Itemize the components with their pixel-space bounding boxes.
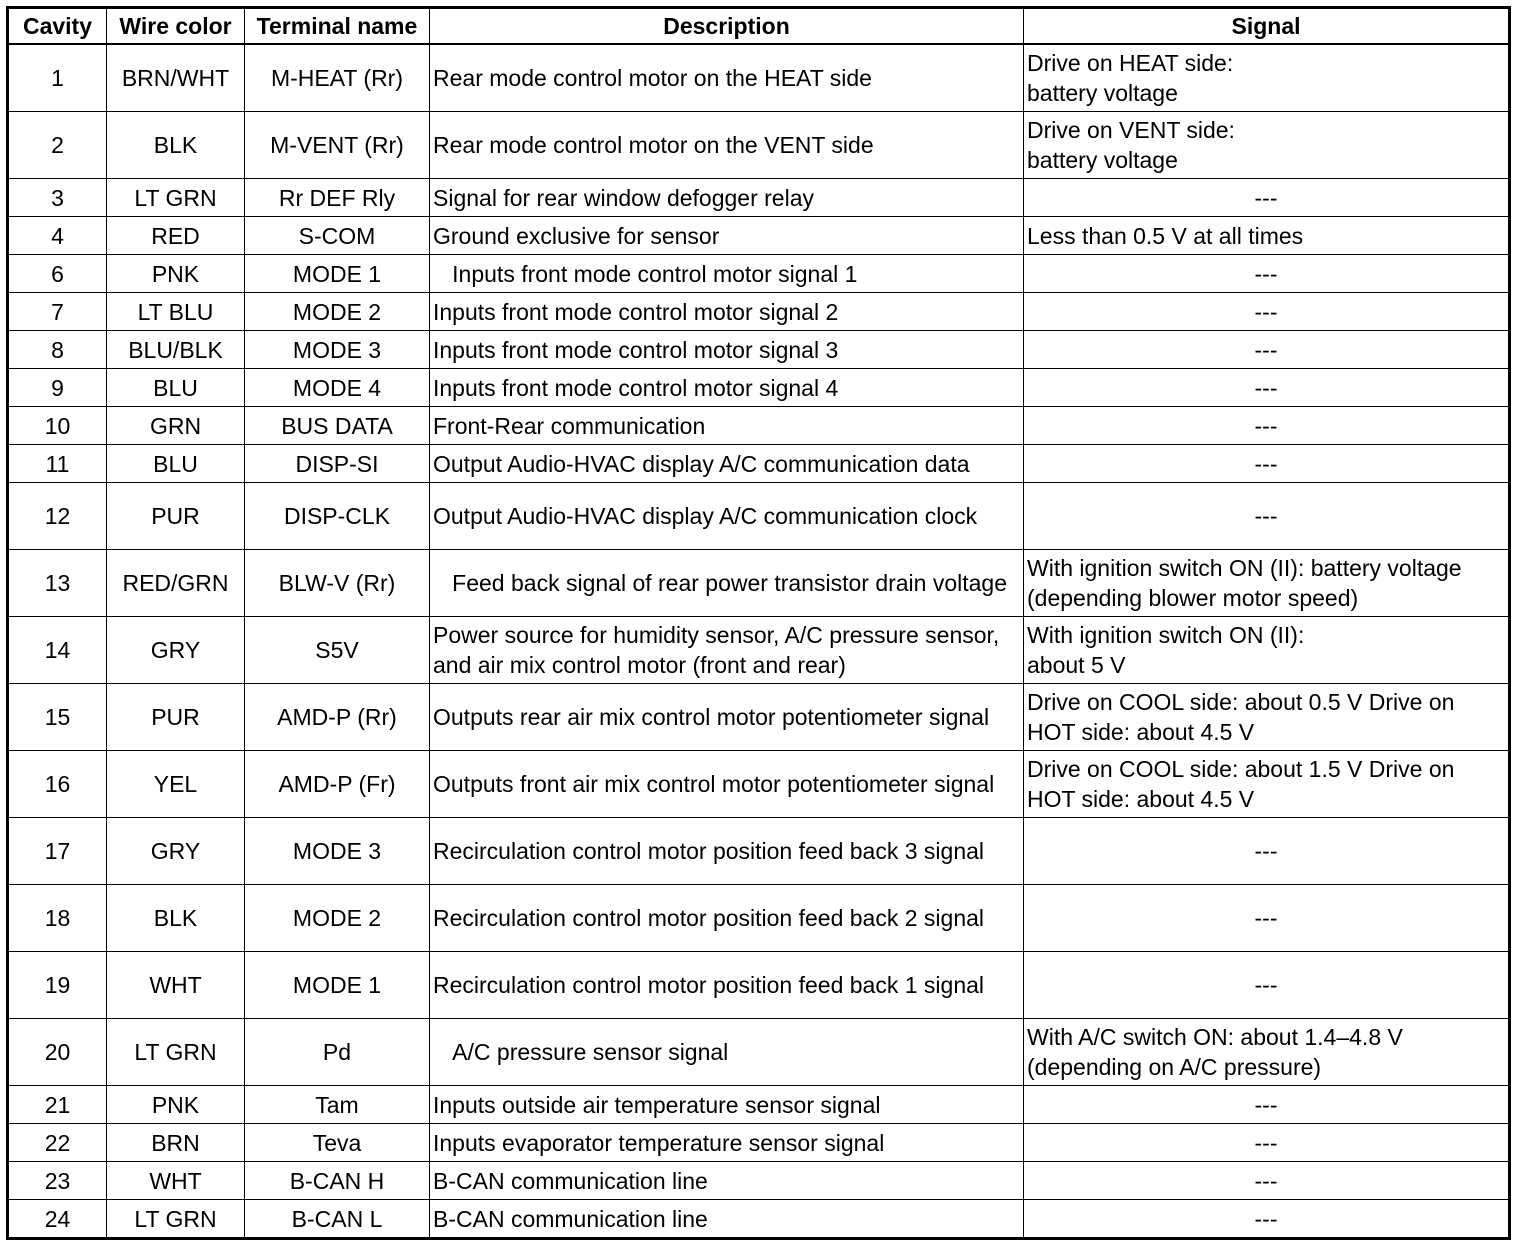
cell-description: Power source for humidity sensor, A/C pressure sensor, and air mix control motor (front and rear) xyxy=(430,617,1024,684)
cell-signal: --- xyxy=(1024,369,1510,407)
cell-description: A/C pressure sensor signal xyxy=(430,1019,1024,1086)
cell-wire-color: BLK xyxy=(107,112,245,179)
cell-cavity: 20 xyxy=(8,1019,107,1086)
cell-signal: With ignition switch ON (II): about 5 V xyxy=(1024,617,1510,684)
cell-description: Inputs front mode control motor signal 3 xyxy=(430,331,1024,369)
cell-wire-color: GRY xyxy=(107,617,245,684)
cell-terminal-name: MODE 2 xyxy=(245,293,430,331)
cell-terminal-name: Tam xyxy=(245,1086,430,1124)
cell-description: Inputs outside air temperature sensor signal xyxy=(430,1086,1024,1124)
cell-description: Rear mode control motor on the HEAT side xyxy=(430,44,1024,112)
cell-terminal-name: MODE 1 xyxy=(245,255,430,293)
cell-cavity: 7 xyxy=(8,293,107,331)
table-row xyxy=(8,684,1510,751)
cell-cavity: 19 xyxy=(8,952,107,1019)
cell-cavity: 15 xyxy=(8,684,107,751)
cell-terminal-name: BLW-V (Rr) xyxy=(245,550,430,617)
cell-terminal-name: MODE 1 xyxy=(245,952,430,1019)
cell-signal: --- xyxy=(1024,293,1510,331)
cell-terminal-name: S-COM xyxy=(245,217,430,255)
table-row xyxy=(8,293,1510,331)
cell-wire-color: BRN/WHT xyxy=(107,44,245,112)
cell-description: Inputs front mode control motor signal 1 xyxy=(430,255,1024,293)
table-row xyxy=(8,179,1510,217)
cell-description: Front-Rear communication xyxy=(430,407,1024,445)
table-row xyxy=(8,550,1510,617)
table-row xyxy=(8,1019,1510,1086)
cell-cavity: 1 xyxy=(8,44,107,112)
cell-terminal-name: MODE 3 xyxy=(245,818,430,885)
cell-cavity: 16 xyxy=(8,751,107,818)
table-row xyxy=(8,885,1510,952)
cell-wire-color: WHT xyxy=(107,1162,245,1200)
cell-cavity: 2 xyxy=(8,112,107,179)
cell-signal: --- xyxy=(1024,407,1510,445)
cell-terminal-name: B-CAN L xyxy=(245,1200,430,1239)
table-row xyxy=(8,818,1510,885)
cell-cavity: 9 xyxy=(8,369,107,407)
header-signal: Signal xyxy=(1024,8,1510,45)
cell-description: Recirculation control motor position feed back 2 signal xyxy=(430,885,1024,952)
cell-wire-color: WHT xyxy=(107,952,245,1019)
cell-description: Signal for rear window defogger relay xyxy=(430,179,1024,217)
table-body xyxy=(8,44,1510,1239)
cell-cavity: 10 xyxy=(8,407,107,445)
cell-terminal-name: M-HEAT (Rr) xyxy=(245,44,430,112)
cell-signal: --- xyxy=(1024,179,1510,217)
table-row xyxy=(8,369,1510,407)
cell-cavity: 18 xyxy=(8,885,107,952)
cell-wire-color: RED/GRN xyxy=(107,550,245,617)
table-row xyxy=(8,751,1510,818)
table-row xyxy=(8,1086,1510,1124)
cell-wire-color: GRN xyxy=(107,407,245,445)
cell-cavity: 6 xyxy=(8,255,107,293)
cell-cavity: 22 xyxy=(8,1124,107,1162)
cell-wire-color: PUR xyxy=(107,483,245,550)
cell-signal: Less than 0.5 V at all times xyxy=(1024,217,1510,255)
cell-terminal-name: DISP-SI xyxy=(245,445,430,483)
table-row xyxy=(8,407,1510,445)
cell-signal: --- xyxy=(1024,1086,1510,1124)
table-row xyxy=(8,952,1510,1019)
cell-wire-color: GRY xyxy=(107,818,245,885)
cell-wire-color: RED xyxy=(107,217,245,255)
cell-signal: With ignition switch ON (II): battery voltage (depending blower motor speed) xyxy=(1024,550,1510,617)
cell-terminal-name: MODE 2 xyxy=(245,885,430,952)
cell-signal: --- xyxy=(1024,255,1510,293)
cell-signal: --- xyxy=(1024,885,1510,952)
cell-cavity: 17 xyxy=(8,818,107,885)
table-row xyxy=(8,1200,1510,1239)
cell-terminal-name: B-CAN H xyxy=(245,1162,430,1200)
header-row xyxy=(8,8,1510,45)
cell-cavity: 23 xyxy=(8,1162,107,1200)
table-row xyxy=(8,44,1510,112)
cell-wire-color: BRN xyxy=(107,1124,245,1162)
cell-description: Feed back signal of rear power transistor drain voltage xyxy=(430,550,1024,617)
cell-wire-color: BLU xyxy=(107,369,245,407)
cell-wire-color: LT GRN xyxy=(107,1019,245,1086)
cell-signal: Drive on COOL side: about 0.5 V Drive on HOT side: about 4.5 V xyxy=(1024,684,1510,751)
cell-description: Recirculation control motor position feed back 1 signal xyxy=(430,952,1024,1019)
cell-wire-color: BLU/BLK xyxy=(107,331,245,369)
cell-description: Recirculation control motor position feed back 3 signal xyxy=(430,818,1024,885)
header-cavity: Cavity xyxy=(8,8,107,45)
cell-signal: Drive on COOL side: about 1.5 V Drive on HOT side: about 4.5 V xyxy=(1024,751,1510,818)
cell-terminal-name: AMD-P (Rr) xyxy=(245,684,430,751)
cell-cavity: 3 xyxy=(8,179,107,217)
cell-terminal-name: MODE 3 xyxy=(245,331,430,369)
cell-signal: --- xyxy=(1024,1124,1510,1162)
cell-description: Inputs front mode control motor signal 2 xyxy=(430,293,1024,331)
table-row xyxy=(8,617,1510,684)
cell-wire-color: LT BLU xyxy=(107,293,245,331)
cell-wire-color: PUR xyxy=(107,684,245,751)
cell-cavity: 4 xyxy=(8,217,107,255)
cell-terminal-name: BUS DATA xyxy=(245,407,430,445)
cell-signal: --- xyxy=(1024,1200,1510,1239)
cell-cavity: 24 xyxy=(8,1200,107,1239)
cell-description: B-CAN communication line xyxy=(430,1200,1024,1239)
cell-description: Inputs evaporator temperature sensor signal xyxy=(430,1124,1024,1162)
cell-terminal-name: M-VENT (Rr) xyxy=(245,112,430,179)
table-row xyxy=(8,217,1510,255)
cell-wire-color: LT GRN xyxy=(107,1200,245,1239)
cell-cavity: 14 xyxy=(8,617,107,684)
cell-terminal-name: Rr DEF Rly xyxy=(245,179,430,217)
cell-signal: With A/C switch ON: about 1.4–4.8 V (depending on A/C pressure) xyxy=(1024,1019,1510,1086)
cell-description: B-CAN communication line xyxy=(430,1162,1024,1200)
cell-terminal-name: AMD-P (Fr) xyxy=(245,751,430,818)
cell-wire-color: BLU xyxy=(107,445,245,483)
cell-signal: --- xyxy=(1024,331,1510,369)
table-row xyxy=(8,331,1510,369)
cell-description: Ground exclusive for sensor xyxy=(430,217,1024,255)
cell-cavity: 13 xyxy=(8,550,107,617)
table-row xyxy=(8,483,1510,550)
cell-description: Rear mode control motor on the VENT side xyxy=(430,112,1024,179)
cell-wire-color: LT GRN xyxy=(107,179,245,217)
header-description: Description xyxy=(430,8,1024,45)
cell-description: Inputs front mode control motor signal 4 xyxy=(430,369,1024,407)
cell-signal: Drive on VENT side: battery voltage xyxy=(1024,112,1510,179)
cell-cavity: 21 xyxy=(8,1086,107,1124)
cell-terminal-name: Pd xyxy=(245,1019,430,1086)
table-row xyxy=(8,1162,1510,1200)
header-terminal-name: Terminal name xyxy=(245,8,430,45)
pinout-table xyxy=(6,6,1511,1240)
cell-terminal-name: S5V xyxy=(245,617,430,684)
table-row xyxy=(8,255,1510,293)
cell-cavity: 8 xyxy=(8,331,107,369)
cell-wire-color: PNK xyxy=(107,255,245,293)
cell-signal: --- xyxy=(1024,445,1510,483)
table-row xyxy=(8,112,1510,179)
cell-wire-color: BLK xyxy=(107,885,245,952)
cell-signal: --- xyxy=(1024,1162,1510,1200)
cell-signal: --- xyxy=(1024,818,1510,885)
cell-cavity: 12 xyxy=(8,483,107,550)
table-row xyxy=(8,1124,1510,1162)
header-wire-color: Wire color xyxy=(107,8,245,45)
cell-description: Outputs rear air mix control motor potentiometer signal xyxy=(430,684,1024,751)
cell-wire-color: PNK xyxy=(107,1086,245,1124)
cell-signal: Drive on HEAT side: battery voltage xyxy=(1024,44,1510,112)
cell-wire-color: YEL xyxy=(107,751,245,818)
cell-signal: --- xyxy=(1024,952,1510,1019)
cell-terminal-name: MODE 4 xyxy=(245,369,430,407)
cell-description: Outputs front air mix control motor potentiometer signal xyxy=(430,751,1024,818)
cell-description: Output Audio-HVAC display A/C communication clock xyxy=(430,483,1024,550)
cell-signal: --- xyxy=(1024,483,1510,550)
table-row xyxy=(8,445,1510,483)
cell-cavity: 11 xyxy=(8,445,107,483)
cell-terminal-name: DISP-CLK xyxy=(245,483,430,550)
cell-description: Output Audio-HVAC display A/C communication data xyxy=(430,445,1024,483)
cell-terminal-name: Teva xyxy=(245,1124,430,1162)
